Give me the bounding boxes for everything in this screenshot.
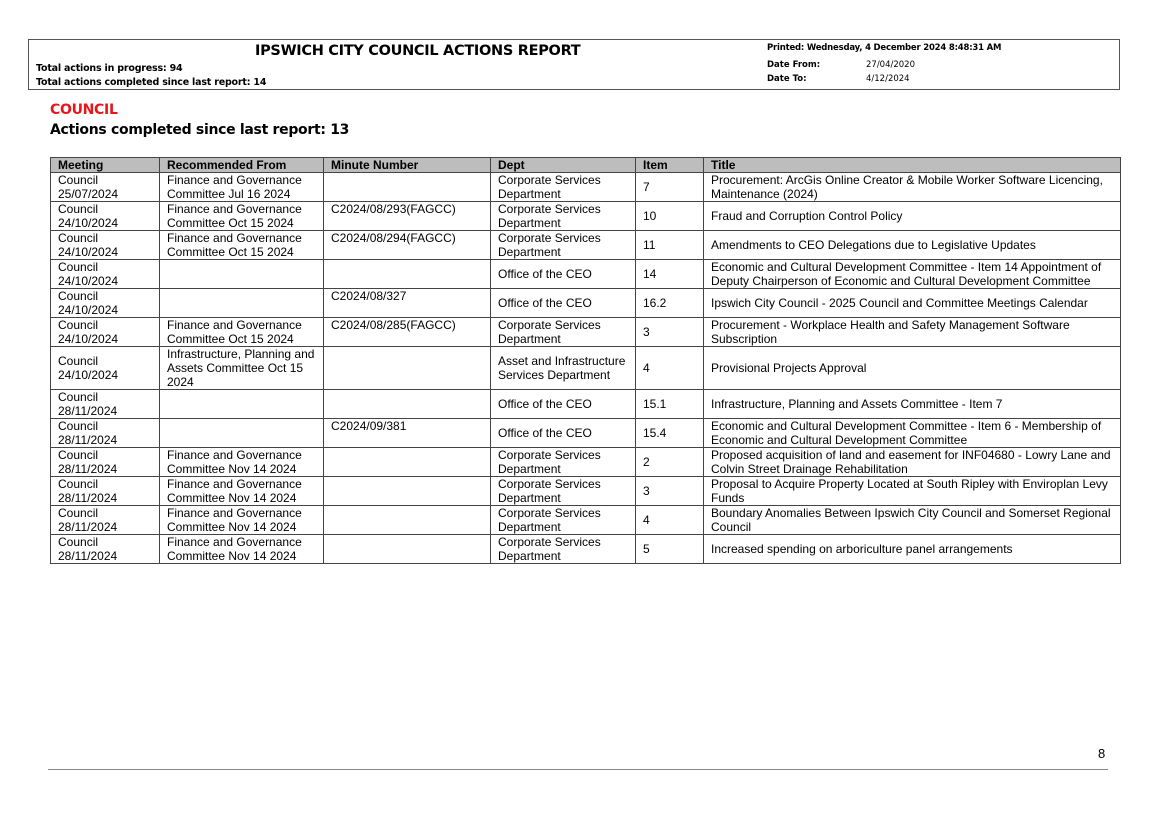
recommended-from-cell (160, 260, 324, 289)
recommended-from-cell: Finance and Governance Committee Jul 16 2024 (160, 173, 324, 202)
minute-number-cell: C2024/08/294(FAGCC) (324, 231, 491, 260)
total-completed: Total actions completed since last report: 14 (36, 77, 267, 88)
recommended-from-cell: Infrastructure, Planning and Assets Committee Oct 15 2024 (160, 347, 324, 390)
table-row (51, 173, 1121, 202)
column-header-recommended-from: Recommended From (160, 158, 324, 173)
title-cell: Infrastructure, Planning and Assets Committee - Item 7 (704, 390, 1121, 419)
title-cell: Economic and Cultural Development Committee - Item 6 - Membership of Economic and Cultural Development Committee (704, 419, 1121, 448)
minute-number-cell (324, 347, 491, 390)
meeting-cell: Council 24/10/2024 (51, 260, 160, 289)
minute-number-cell (324, 506, 491, 535)
minute-number-cell: C2024/08/285(FAGCC) (324, 318, 491, 347)
dept-cell: Corporate Services Department (491, 318, 636, 347)
column-header-minute-number: Minute Number (324, 158, 491, 173)
meeting-cell: Council 24/10/2024 (51, 347, 160, 390)
report-header (28, 39, 1120, 90)
item-cell: 4 (636, 347, 704, 390)
column-header-dept: Dept (491, 158, 636, 173)
printed-date: Printed: Wednesday, 4 December 2024 8:48:31 AM (767, 43, 1002, 53)
item-cell: 10 (636, 202, 704, 231)
meeting-cell: Council 24/10/2024 (51, 231, 160, 260)
minute-number-cell: C2024/08/327 (324, 289, 491, 318)
recommended-from-cell: Finance and Governance Committee Nov 14 2024 (160, 506, 324, 535)
dept-cell: Corporate Services Department (491, 202, 636, 231)
dept-cell: Corporate Services Department (491, 231, 636, 260)
recommended-from-cell: Finance and Governance Committee Oct 15 2024 (160, 202, 324, 231)
title-cell: Ipswich City Council - 2025 Council and Committee Meetings Calendar (704, 289, 1121, 318)
meeting-cell: Council 28/11/2024 (51, 419, 160, 448)
title-cell: Economic and Cultural Development Committee - Item 14 Appointment of Deputy Chairperson of Economic and Cultural Development Committee (704, 260, 1121, 289)
minute-number-cell (324, 390, 491, 419)
item-cell: 3 (636, 318, 704, 347)
meeting-cell: Council 28/11/2024 (51, 506, 160, 535)
date-to-value: 4/12/2024 (866, 74, 910, 84)
meeting-cell: Council 24/10/2024 (51, 289, 160, 318)
footer-divider (48, 769, 1108, 770)
minute-number-cell: C2024/09/381 (324, 419, 491, 448)
minute-number-cell: C2024/08/293(FAGCC) (324, 202, 491, 231)
dept-cell: Corporate Services Department (491, 448, 636, 477)
title-cell: Increased spending on arboriculture panel arrangements (704, 535, 1121, 564)
item-cell: 15.4 (636, 419, 704, 448)
title-cell: Proposed acquisition of land and easement for INF04680 - Lowry Lane and Colvin Street Drainage Rehabilitation (704, 448, 1121, 477)
dept-cell: Corporate Services Department (491, 506, 636, 535)
table-row (51, 448, 1121, 477)
meeting-cell: Council 24/10/2024 (51, 202, 160, 231)
item-cell: 15.1 (636, 390, 704, 419)
item-cell: 4 (636, 506, 704, 535)
table-row (51, 231, 1121, 260)
title-cell: Fraud and Corruption Control Policy (704, 202, 1121, 231)
dept-cell: Office of the CEO (491, 419, 636, 448)
actions-table (50, 157, 1121, 564)
section-title: COUNCIL (50, 102, 118, 118)
item-cell: 7 (636, 173, 704, 202)
title-cell: Amendments to CEO Delegations due to Legislative Updates (704, 231, 1121, 260)
table-row (51, 390, 1121, 419)
table-row (51, 535, 1121, 564)
item-cell: 5 (636, 535, 704, 564)
total-in-progress: Total actions in progress: 94 (36, 63, 183, 74)
column-header-title: Title (704, 158, 1121, 173)
dept-cell: Corporate Services Department (491, 173, 636, 202)
date-from-value: 27/04/2020 (866, 60, 915, 70)
minute-number-cell (324, 448, 491, 477)
minute-number-cell (324, 535, 491, 564)
table-row (51, 318, 1121, 347)
meeting-cell: Council 25/07/2024 (51, 173, 160, 202)
item-cell: 11 (636, 231, 704, 260)
title-cell: Provisional Projects Approval (704, 347, 1121, 390)
meeting-cell: Council 28/11/2024 (51, 477, 160, 506)
dept-cell: Corporate Services Department (491, 477, 636, 506)
meeting-cell: Council 28/11/2024 (51, 535, 160, 564)
date-from-label: Date From: (767, 60, 821, 70)
item-cell: 3 (636, 477, 704, 506)
table-row (51, 347, 1121, 390)
item-cell: 16.2 (636, 289, 704, 318)
table-row (51, 289, 1121, 318)
dept-cell: Office of the CEO (491, 289, 636, 318)
column-header-meeting: Meeting (51, 158, 160, 173)
recommended-from-cell: Finance and Governance Committee Oct 15 2024 (160, 318, 324, 347)
title-cell: Boundary Anomalies Between Ipswich City Council and Somerset Regional Council (704, 506, 1121, 535)
table-row (51, 419, 1121, 448)
date-to-label: Date To: (767, 74, 807, 84)
minute-number-cell (324, 477, 491, 506)
table-row (51, 506, 1121, 535)
dept-cell: Office of the CEO (491, 260, 636, 289)
dept-cell: Corporate Services Department (491, 535, 636, 564)
title-cell: Procurement - Workplace Health and Safety Management Software Subscription (704, 318, 1121, 347)
recommended-from-cell (160, 419, 324, 448)
recommended-from-cell: Finance and Governance Committee Nov 14 2024 (160, 477, 324, 506)
title-cell: Procurement: ArcGis Online Creator & Mobile Worker Software Licencing, Maintenance (2024) (704, 173, 1121, 202)
meeting-cell: Council 28/11/2024 (51, 448, 160, 477)
meeting-cell: Council 24/10/2024 (51, 318, 160, 347)
dept-cell: Asset and Infrastructure Services Department (491, 347, 636, 390)
table-header-row (51, 158, 1121, 173)
meeting-cell: Council 28/11/2024 (51, 390, 160, 419)
recommended-from-cell: Finance and Governance Committee Nov 14 2024 (160, 448, 324, 477)
minute-number-cell (324, 173, 491, 202)
section-subtitle: Actions completed since last report: 13 (50, 122, 350, 138)
table-row (51, 260, 1121, 289)
recommended-from-cell: Finance and Governance Committee Oct 15 2024 (160, 231, 324, 260)
recommended-from-cell (160, 289, 324, 318)
minute-number-cell (324, 260, 491, 289)
dept-cell: Office of the CEO (491, 390, 636, 419)
item-cell: 14 (636, 260, 704, 289)
recommended-from-cell (160, 390, 324, 419)
table-row (51, 202, 1121, 231)
table-row (51, 477, 1121, 506)
page-number: 8 (1098, 746, 1106, 761)
title-cell: Proposal to Acquire Property Located at South Ripley with Enviroplan Levy Funds (704, 477, 1121, 506)
column-header-item: Item (636, 158, 704, 173)
report-title: IPSWICH CITY COUNCIL ACTIONS REPORT (255, 43, 581, 59)
recommended-from-cell: Finance and Governance Committee Nov 14 2024 (160, 535, 324, 564)
item-cell: 2 (636, 448, 704, 477)
